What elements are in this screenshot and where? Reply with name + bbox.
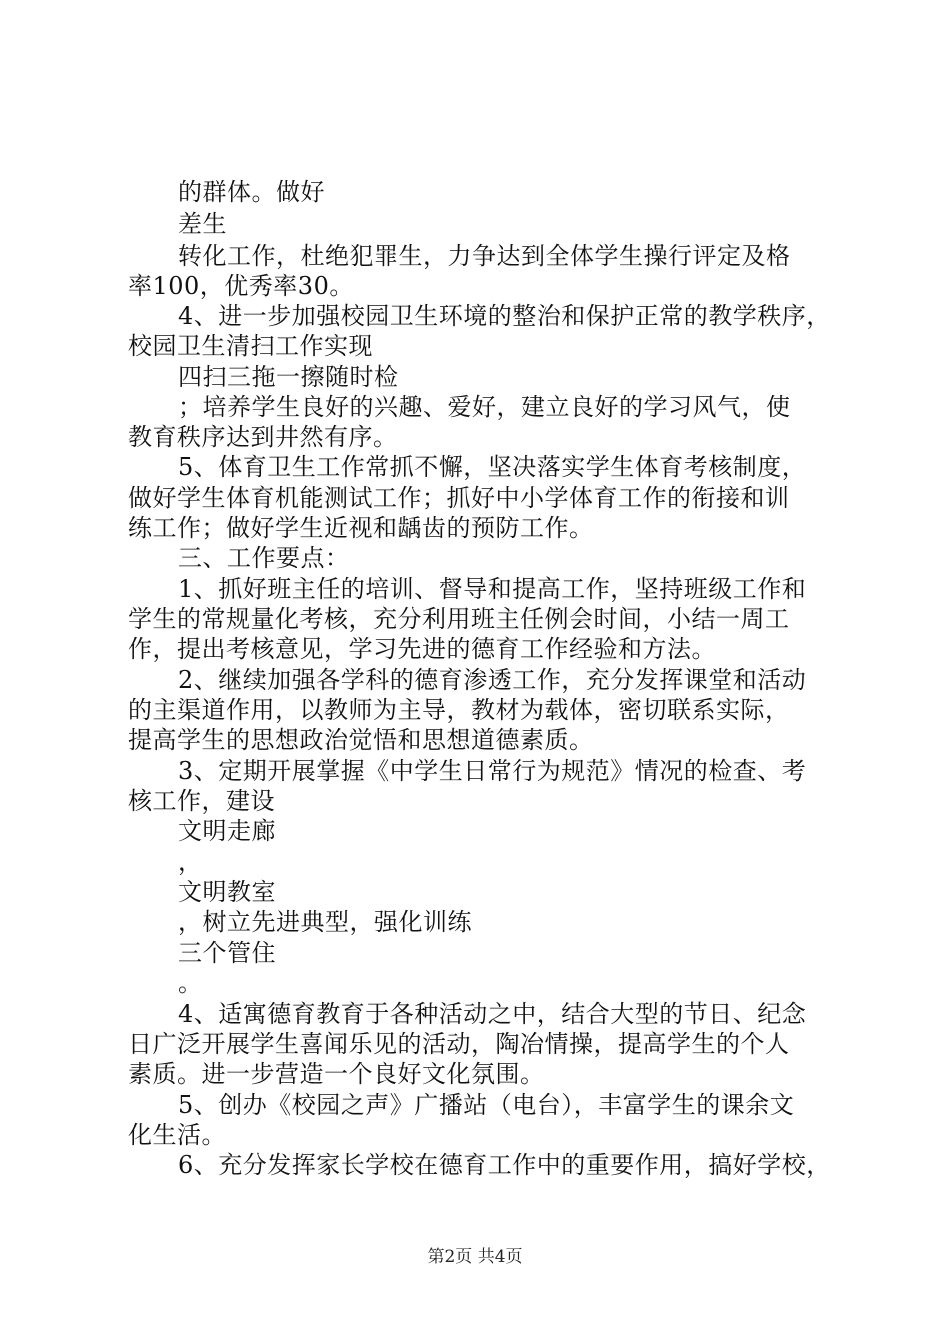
text-line: 学生的常规量化考核，充分利用班主任例会时间，小结一周工 xyxy=(128,605,790,633)
text-line: 文明走廊 xyxy=(178,817,276,845)
text-line: 的群体。做好 xyxy=(178,178,325,206)
text-line: 化生活。 xyxy=(128,1121,226,1149)
text-line: 5、创办《校园之声》广播站（电台），丰富学生的课余文 xyxy=(178,1091,795,1119)
text-line: 4、适寓德育教育于各种活动之中，结合大型的节日、纪念 xyxy=(178,1000,807,1028)
section-heading: 三、工作要点： xyxy=(178,544,350,572)
text-line: 校园卫生清扫工作实现 xyxy=(128,332,373,360)
page-number: 第2页 共4页 xyxy=(427,1247,523,1267)
text-line: 5、体育卫生工作常抓不懈，坚决落实学生体育考核制度， xyxy=(178,453,807,481)
text-line: 文明教室 xyxy=(178,878,276,906)
text-line: 素质。进一步营造一个良好文化氛围。 xyxy=(128,1060,545,1088)
text-line: 教育秩序达到井然有序。 xyxy=(128,423,398,451)
text-line: 率100，优秀率30。 xyxy=(128,272,354,300)
text-line: 3、定期开展掌握《中学生日常行为规范》情况的检查、考 xyxy=(178,757,807,785)
text-line: ；培养学生良好的兴趣、爱好，建立良好的学习风气，使 xyxy=(178,393,791,421)
text-line: 三个管住 xyxy=(178,939,276,967)
text-line: 6、充分发挥家长学校在德育工作中的重要作用，搞好学校， xyxy=(178,1151,831,1179)
text-line: ，树立先进典型，强化训练 xyxy=(178,908,472,936)
text-line: 练工作；做好学生近视和龋齿的预防工作。 xyxy=(128,514,594,542)
text-line: 差生 xyxy=(178,210,227,238)
text-line: 做好学生体育机能测试工作；抓好中小学体育工作的衔接和训 xyxy=(128,484,790,512)
text-line: 日广泛开展学生喜闻乐见的活动，陶冶情操，提高学生的个人 xyxy=(128,1030,790,1058)
text-line: 1、抓好班主任的培训、督导和提高工作，坚持班级工作和 xyxy=(178,575,807,603)
text-line: 的主渠道作用，以教师为主导，教材为载体，密切联系实际， xyxy=(128,696,790,724)
text-line: 作，提出考核意见，学习先进的德育工作经验和方法。 xyxy=(128,635,716,663)
text-line: ， xyxy=(178,848,203,876)
text-line: 提高学生的思想政治觉悟和思想道德素质。 xyxy=(128,726,594,754)
text-line: 核工作，建设 xyxy=(128,787,275,815)
text-line: 四扫三拖一擦随时检 xyxy=(178,363,399,391)
text-line: 转化工作，杜绝犯罪生，力争达到全体学生操行评定及格 xyxy=(178,242,791,270)
text-line: 4、进一步加强校园卫生环境的整治和保护正常的教学秩序， xyxy=(178,302,831,330)
text-line: 2、继续加强各学科的德育渗透工作，充分发挥课堂和活动 xyxy=(178,666,807,694)
text-line: 。 xyxy=(178,969,203,997)
